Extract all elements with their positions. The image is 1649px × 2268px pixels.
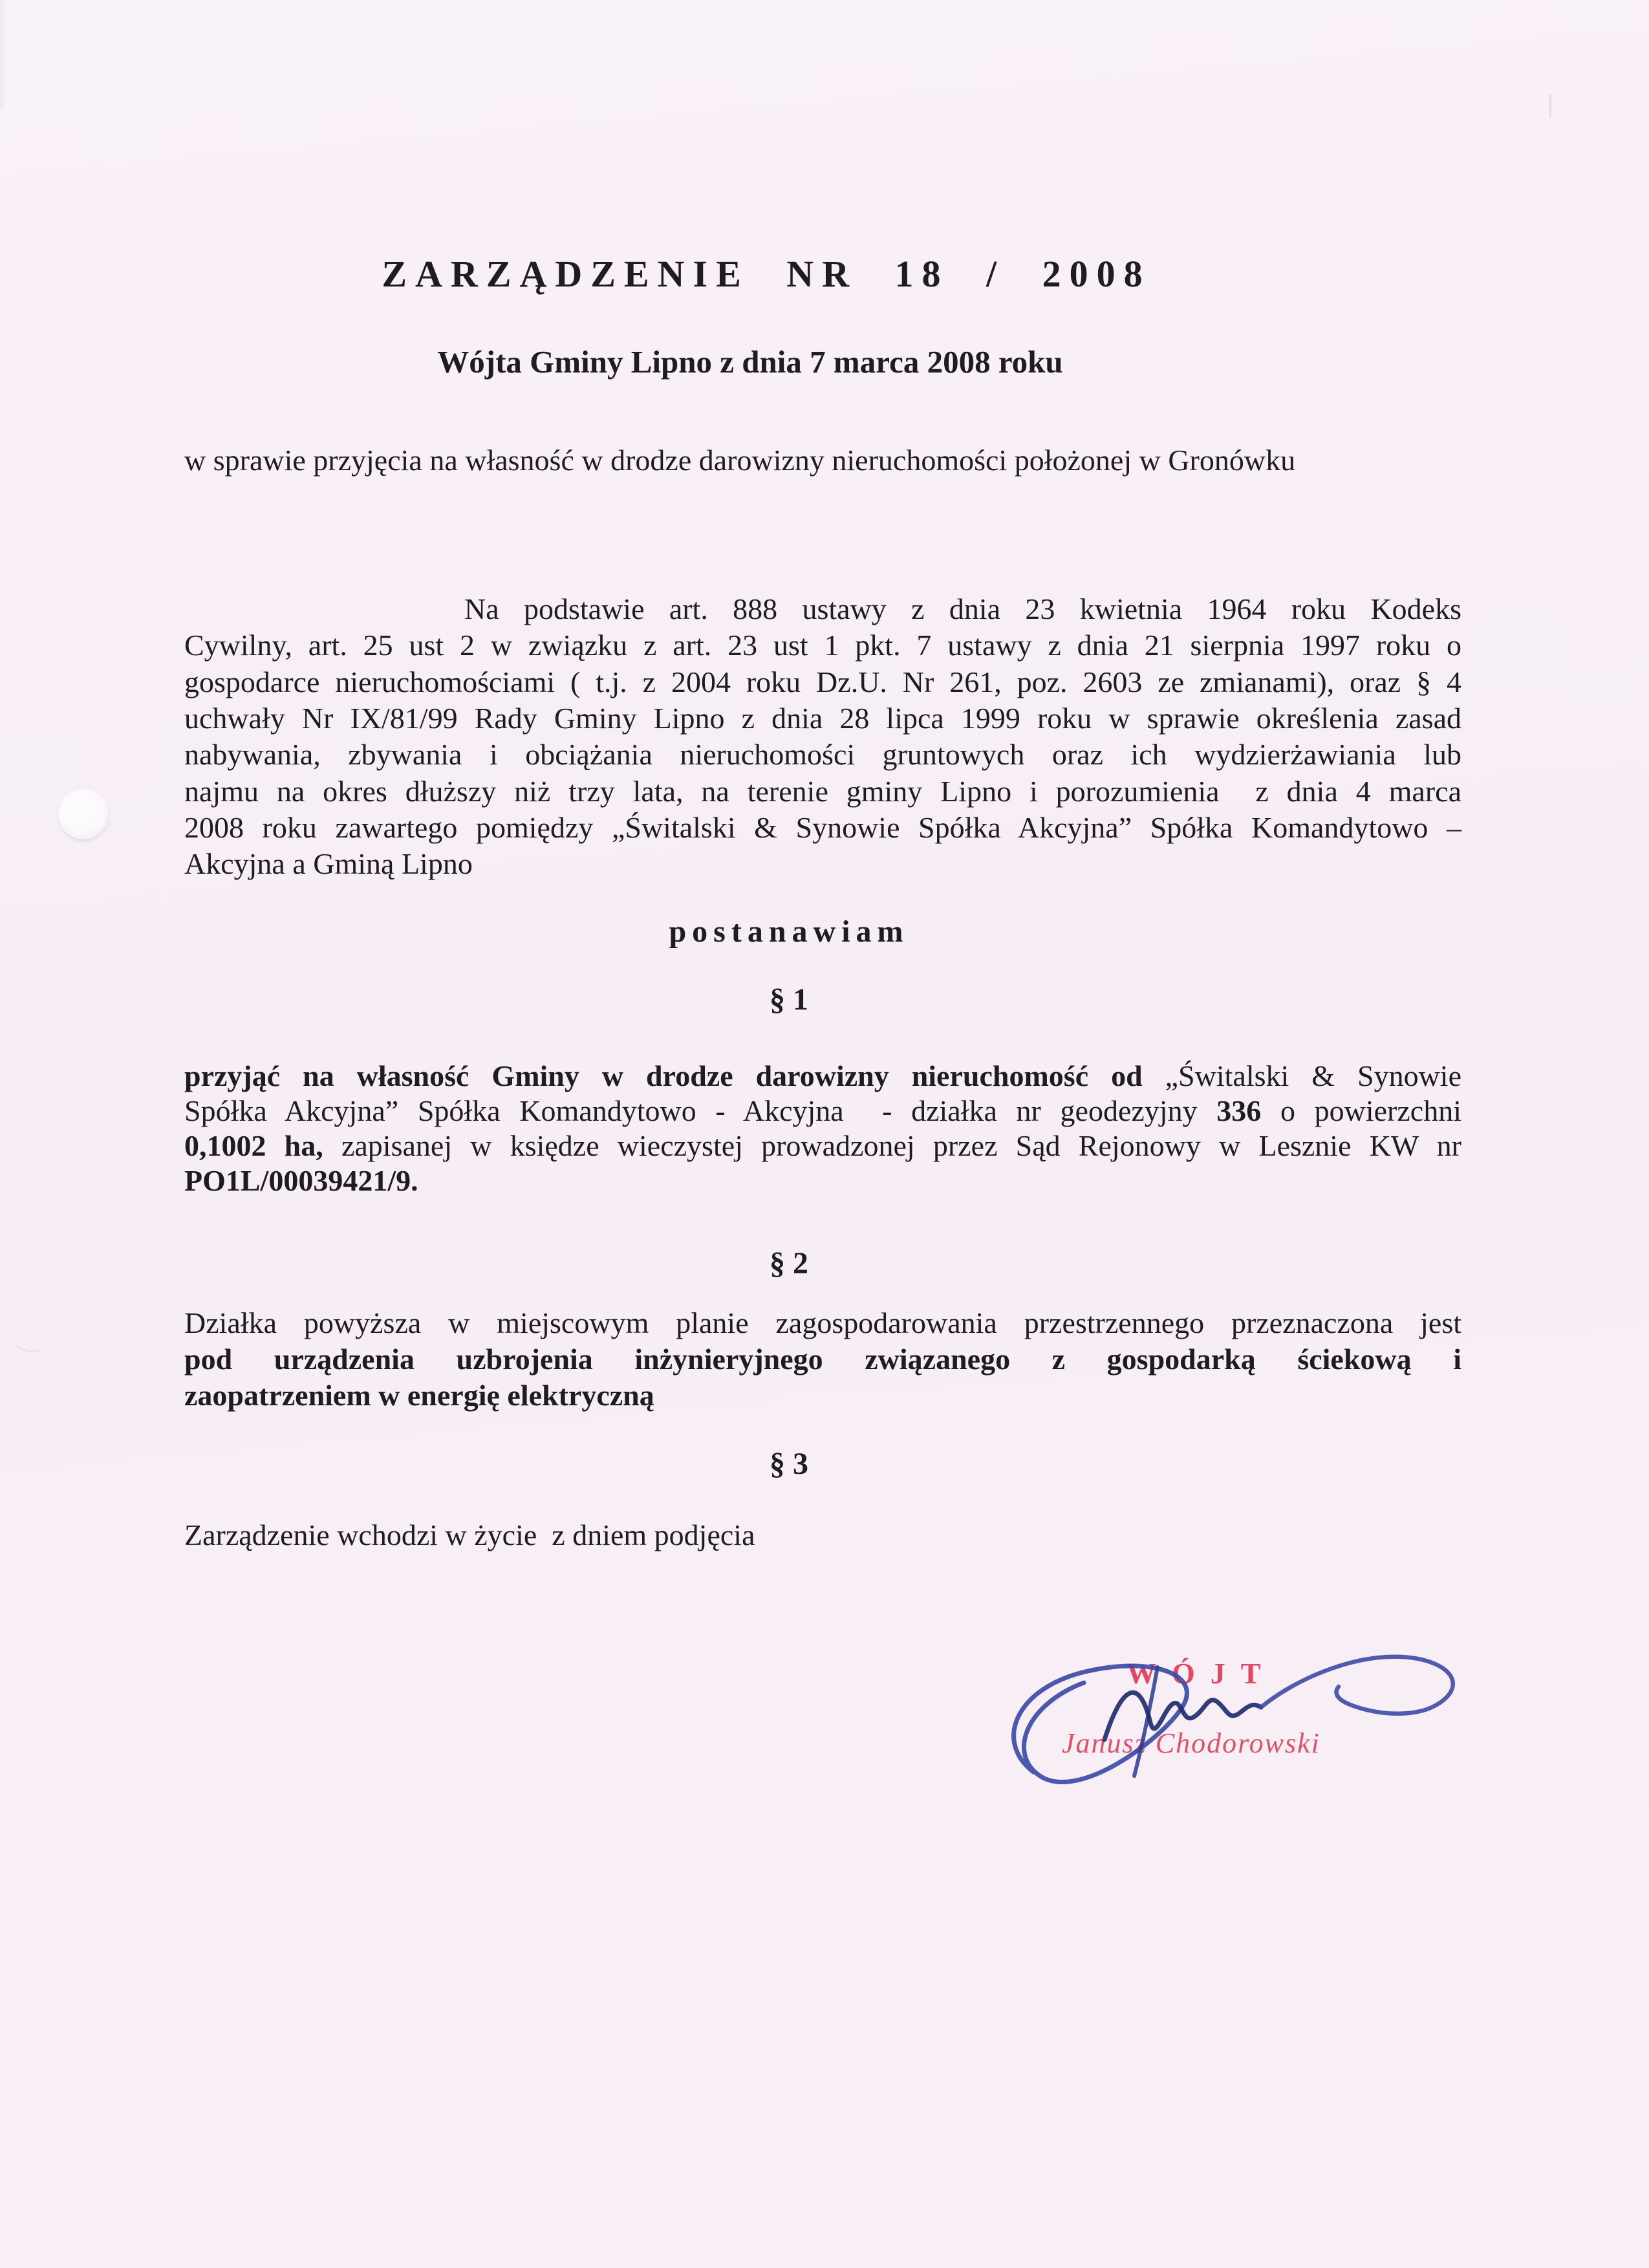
preamble-line: gospodarce nieruchomościami ( t.j. z 2004 roku Dz.U. Nr 261, poz. 2603 ze zmianami), oraz § 4 [184, 665, 1461, 698]
section-2-line: Działka powyższa w miejscowym planie zagospodarowania przestrzennego przeznaczona jest [184, 1306, 1461, 1339]
subject-line: w sprawie przyjęcia na własność w drodze darowizny nieruchomości położonej w Gronówku [184, 444, 1296, 477]
section-2-line: zaopatrzeniem w energię elektryczną [184, 1379, 654, 1412]
preamble-line: uchwały Nr IX/81/99 Rady Gminy Lipno z dnia 28 lipca 1999 roku w sprawie określenia zasad [184, 702, 1461, 735]
section-1-line: 0,1002 ha, zapisanej w księdze wieczystej prowadzonej przez Sąd Rejonowy w Lesznie KW nr [184, 1129, 1461, 1162]
preamble-line: Akcyjna a Gminą Lipno [184, 847, 473, 880]
punch-hole-crescent [14, 1332, 47, 1354]
section-2-mark: § 2 [770, 1246, 808, 1280]
preamble-line: 2008 roku zawartego pomiędzy „Świtalski & Synowie Spółka Akcyjna” Spółka Komandytowo – [184, 811, 1461, 844]
preamble-line: nabywania, zbywania i obciążania nieruchomości gruntowych oraz ich wydzierżawiania lub [184, 738, 1461, 771]
section-1-line: przyjąć na własność Gminy w drodze darowizny nieruchomość od „Świtalski & Synowie [184, 1059, 1461, 1092]
section-1-line: Spółka Akcyjna” Spółka Komandytowo - Akcyjna - działka nr geodezyjny 336 o powierzchni [184, 1094, 1461, 1127]
section-1-line: PO1L/00039421/9. [184, 1164, 418, 1197]
handwritten-signature-ink [988, 1643, 1493, 1798]
section-2-line: pod urządzenia uzbrojenia inżynieryjnego związanego z gospodarką ściekową i [184, 1343, 1461, 1376]
preamble-line: Na podstawie art. 888 ustawy z dnia 23 kwietnia 1964 roku Kodeks [464, 592, 1461, 625]
scan-edge-artifact [0, 0, 4, 110]
document-title: ZARZĄDZENIE NR 18 / 2008 [382, 253, 1151, 295]
preamble-line: Cywilny, art. 25 ust 2 w związku z art. 23 ust 1 pkt. 7 ustawy z dnia 21 sierpnia 1997 roku o [184, 629, 1461, 662]
scan-scratch-artifact [1549, 94, 1551, 118]
document-subtitle: Wójta Gminy Lipno z dnia 7 marca 2008 roku [437, 344, 1063, 380]
section-3-line: Zarządzenie wchodzi w życie z dniem podjęcia [184, 1518, 755, 1551]
punch-hole-mark [58, 789, 109, 839]
mayor-stamp-title: WÓJT [1126, 1657, 1277, 1690]
section-3-mark: § 3 [770, 1447, 808, 1481]
section-1-mark: § 1 [770, 982, 808, 1017]
preamble-line: najmu na okres dłuższy niż trzy lata, na terenie gminy Lipno i porozumienia z dnia 4 marca [184, 775, 1461, 808]
resolution-word: postanawiam [669, 914, 909, 949]
mayor-stamp-name: Janusz Chodorowski [1062, 1727, 1320, 1759]
